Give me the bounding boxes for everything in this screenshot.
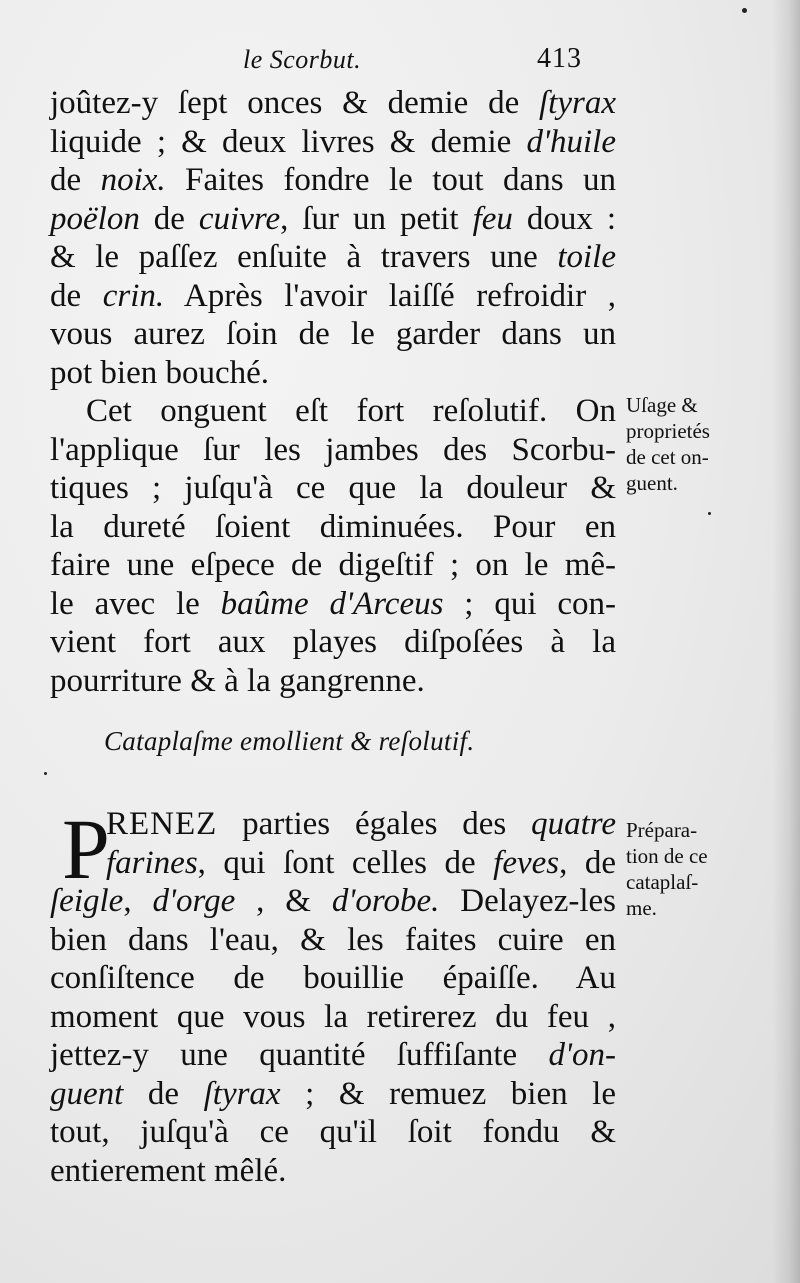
text-line: de noix. Faites fondre le tout dans un [50,162,616,198]
text-line: conſiſtence de bouillie épaiſſe. Au [50,960,616,996]
text-line: vous aurez ſoin de le garder dans un [50,316,616,352]
drop-cap: P [62,801,110,897]
paragraph-3 [50,801,616,1190]
ink-speck [708,512,711,515]
margin-note-line: proprietés [626,419,710,443]
paragraph-2 [50,392,616,700]
first-word-rest: RENEZ [106,806,218,842]
margin-note-line: Uſage & [626,393,698,417]
text-line: ſeigle, d'orge , & d'orobe. Delayez-les [50,883,616,919]
margin-note-line: de cet on- [626,445,709,469]
italic-term: feves [493,844,560,881]
text-line: de crin. Après l'avoir laiſſé refroidir , [50,277,616,314]
page-number: 413 [537,43,582,74]
text-line: la dureté ſoient diminuées. Pour en [50,508,616,545]
italic-term: d'on- [548,1037,616,1073]
text-line: farines, qui ſont celles de feves, de [106,844,616,881]
text-line: entierement mêlé. [50,1152,287,1189]
italic-term: d'huile [526,123,616,160]
italic-term: poëlon [50,200,140,237]
italic-term: d'orobe. [331,883,440,919]
text-line: jettez-y une quantité ſuffiſante d'on- [50,1037,616,1073]
italic-term: feu [472,200,513,237]
text-line: poëlon de cuivre, ſur un petit feu doux : [50,200,616,237]
page-edge-shadow [772,0,800,1283]
italic-term: crin. [102,277,165,314]
text-line: bien dans l'eau, & les faites cuire en [50,921,616,958]
text-line: Cet onguent eſt fort reſolutif. On [86,393,616,429]
text-line: & le paſſez enſuite à travers une toile [50,239,616,275]
italic-term: ſtyrax [203,1075,281,1112]
margin-note-usage [626,392,766,496]
text-line: faire une eſpece de digeſtif ; on le mê- [50,547,616,583]
italic-term: cuivre [198,200,281,237]
margin-note-line: cataplaſ- [626,870,699,894]
italic-term: toile [557,239,616,275]
text-line: moment que vous la retirerez du feu , [50,998,616,1035]
italic-term: ſtyrax [539,85,616,121]
margin-note-preparation [626,817,766,921]
ink-speck [44,772,47,775]
body-text [50,84,616,700]
text-line: l'applique ſur les jambes des Scorbu- [50,431,616,468]
text-line: tout, juſqu'à ce qu'il ſoit fondu & [50,1114,616,1150]
text-line: pot bien bouché. [50,354,270,391]
italic-term: ſeigle [50,883,124,919]
text-line: RENEZ parties égales des quatre [106,806,616,842]
page-header [0,45,800,85]
section-2-text [50,801,616,1190]
italic-term: d'orge [152,883,236,919]
italic-term: guent [50,1075,124,1112]
text-line: le avec le baûme d'Arceus ; qui con- [50,585,616,622]
italic-term: noix. [100,162,166,198]
ink-speck [742,8,747,13]
text-line: joûtez-y ſept onces & demie de ſtyrax [50,85,616,121]
margin-note-line: guent. [626,471,678,495]
margin-note-line: Prépara- [626,818,698,842]
margin-note-line: me. [626,896,657,920]
paragraph-1 [50,84,616,392]
text-line: tiques ; juſqu'à ce que la douleur & [50,470,616,506]
text-line: liquide ; & deux livres & demie d'huile [50,123,616,160]
text-line: pourriture & à la gangrenne. [50,662,425,699]
italic-term: quatre [531,806,616,842]
running-title: le Scorbut. [243,45,362,74]
text-line: vient fort aux playes diſpoſées à la [50,624,616,660]
text-line: guent de ſtyrax ; & remuez bien le [50,1075,616,1112]
section-heading: Cataplaſme emollient & reſolutif. [104,726,475,756]
italic-term: baûme d'Arceus [220,585,444,622]
italic-term: farines [106,844,198,881]
margin-note-line: tion de ce [626,844,708,868]
